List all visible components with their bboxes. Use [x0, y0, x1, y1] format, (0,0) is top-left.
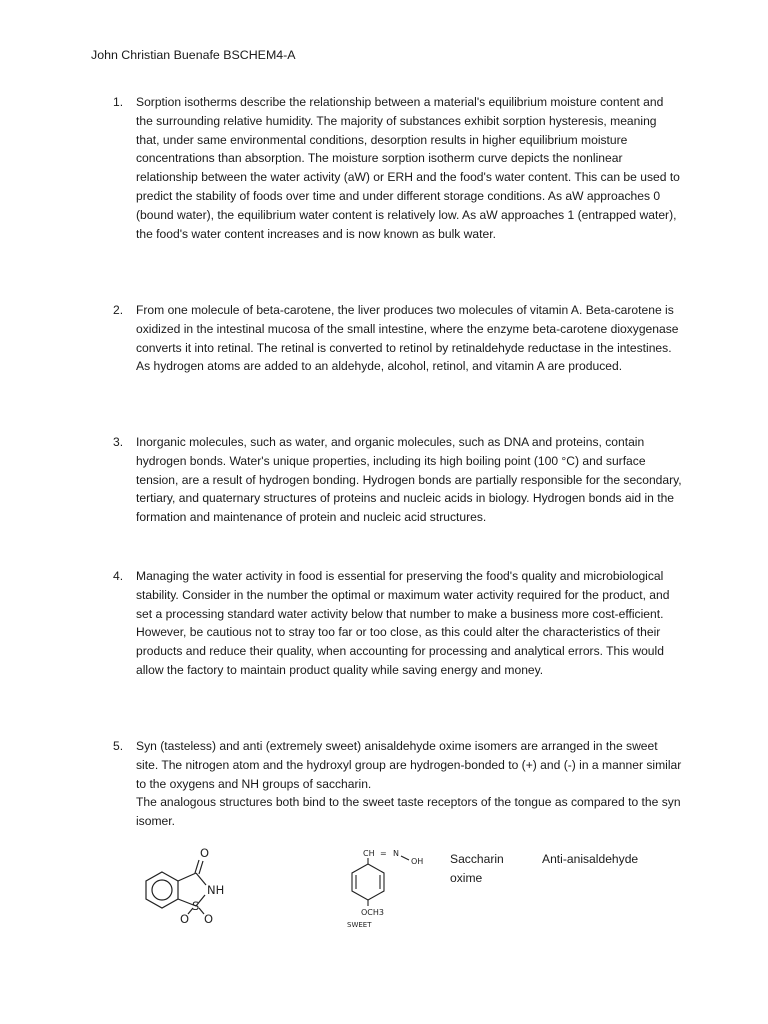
sweet-label: SWEET: [347, 921, 372, 929]
answer-text: Syn (tasteless) and anti (extremely sweet) anisaldehyde oxime isomers are arranged in the sweet site. The nitrogen atom and the hydroxyl group are hydrogen-bonded to (+) and (-) in a manner similar to the oxygens and NH groups of saccharin.: [136, 739, 682, 791]
anti-anisaldehyde-caption: Anti-anisaldehyde: [542, 852, 639, 866]
methoxy-label: OCH3: [361, 908, 384, 917]
question-number: 4.: [113, 569, 124, 583]
sulfonyl-oxygen-label: O: [204, 912, 214, 926]
nh-label: NH: [207, 883, 225, 897]
question-number: 3.: [113, 435, 124, 449]
question-item: [113, 301, 683, 376]
saccharin-caption: Saccharin: [450, 852, 504, 866]
oxime-caption: oxime: [450, 871, 483, 885]
double-bond-label: =: [380, 849, 387, 858]
answer-text: Inorganic molecules, such as water, and organic molecules, such as DNA and proteins, contain hydrogen bonds. Water's unique properties, including its high boiling point (100 °C) and surface tension, are a result of hydrogen bonding. Hydrogen bonds are partially responsible for the secondary, tertiary, and quaternary structures of proteins and nucleic acids in biology. Hydrogen bonds aid in the formation and maintenance of protein and nucleic acid structures.: [136, 435, 682, 525]
sulfonyl-oxygen-label: O: [180, 912, 190, 926]
sulfur-label: S: [192, 899, 200, 913]
anisaldehyde-oxime-structure: [333, 848, 443, 930]
question-number: 5.: [113, 739, 124, 753]
question-item: [113, 567, 683, 680]
author-line: John Christian Buenafe BSCHEM4-A: [91, 48, 296, 62]
question-item: [113, 433, 683, 527]
saccharin-structure: [138, 842, 248, 926]
hydroxyl-label: OH: [411, 857, 424, 866]
ch-label: CH: [363, 849, 375, 858]
answer-text: From one molecule of beta-carotene, the liver produces two molecules of vitamin A. Beta-carotene is oxidized in the intestinal mucosa of the small intestine, where the enzyme beta-carotene dioxygenase converts it into retinal. The retinal is converted to retinol by retinaldehyde reductase in the intestines. As hydrogen atoms are added to an aldehyde, alcohol, retinol, and vitamin A are produced.: [136, 303, 679, 374]
answer-text: Managing the water activity in food is essential for preserving the food's quality and microbiological stability. Consider in the number the optimal or maximum water activity required for the product, and set a processing standard water activity below that number to make a business more cost-efficient. However, be cautious not to stray too far or too close, as this could alter the characteristics of their products and reduce their quality, when accounting for processing and analytical errors. This would allow the factory to maintain product quality while saving energy and money.: [136, 569, 670, 677]
question-item: [113, 737, 683, 831]
question-item: [113, 93, 683, 243]
nitrogen-label: N: [393, 849, 399, 858]
answer-text: Sorption isotherms describe the relationship between a material's equilibrium moisture content and the surrounding relative humidity. The majority of substances exhibit sorption hysteresis, meaning that, under same environmental conditions, desorption results in higher equilibrium moisture concentrations than absorption. The moisture sorption isotherm curve depicts the nonlinear relationship between the water activity (aW) or ERH and the food's water content. This can be used to predict the stability of foods over time and under different storage conditions. As aW approaches 0 (bound water), the equilibrium water content is relatively low. As aW approaches 1 (entrapped water), the food's water content increases and is now known as bulk water.: [136, 95, 680, 241]
carbonyl-oxygen-label: O: [200, 846, 210, 860]
answer-text: The analogous structures both bind to the sweet taste receptors of the tongue as compared to the syn isomer.: [136, 795, 681, 829]
question-number: 1.: [113, 95, 124, 109]
question-number: 2.: [113, 303, 124, 317]
